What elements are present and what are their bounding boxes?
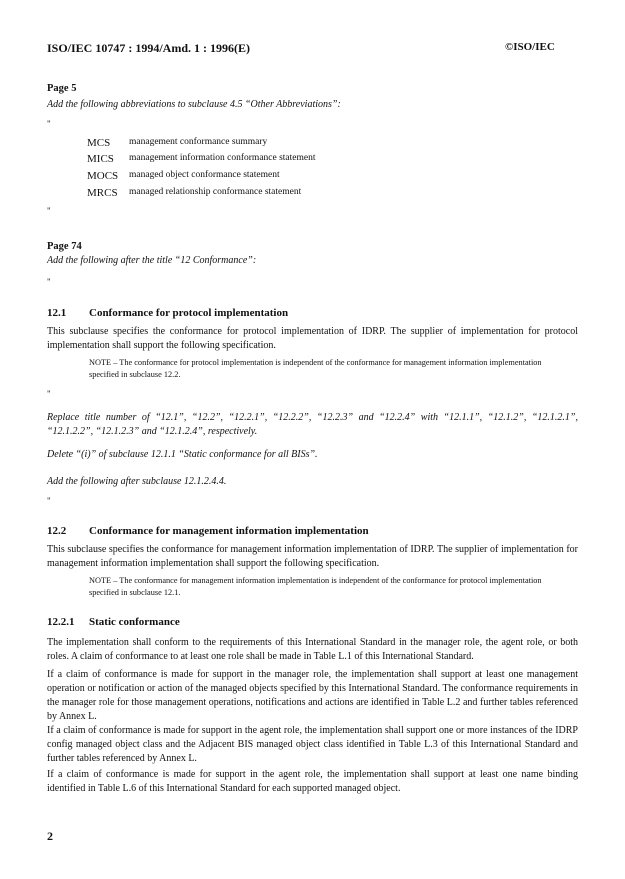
abbreviation: MICS xyxy=(87,153,114,165)
page74-label: Page 74 xyxy=(47,241,82,252)
open-quote: " xyxy=(47,277,51,287)
section-12-2-note: NOTE – The conformance for management information implementation is independent of the conformance for protocol implementation specified in subclause 12.1. xyxy=(89,576,542,597)
open-quote: " xyxy=(47,119,51,129)
section-12-1-body: This subclause specifies the conformance for protocol implementation of IDRP. The supplier of implementation for protocol implementation shall support the following specification. xyxy=(47,326,578,351)
paragraph: If a claim of conformance is made for support in the manager role, the implementation shall support at least one management operation or notification or action of the managed objects specified by this International Standard. The conformance requirements in the manager role for those management operations, notifications and actions are identified in Table L.2 and further tables referenced by Annex L. xyxy=(47,669,578,722)
open-quote: " xyxy=(47,496,51,506)
section-12-1-note: NOTE – The conformance for protocol implementation is independent of the conformance for management information implementation specified in subclause 12.2. xyxy=(89,358,542,379)
delete-instruction: Delete “(i)” of subclause 12.1.1 “Static conformance for all BISs”. xyxy=(47,449,318,460)
section-title: Conformance for management information implementation xyxy=(89,525,369,537)
document-header-left: ISO/IEC 10747 : 1994/Amd. 1 : 1996(E) xyxy=(47,41,251,55)
abbreviation-meaning: managed relationship conformance statement xyxy=(129,187,302,197)
close-quote: " xyxy=(47,206,51,216)
replace-instruction: Replace title number of “12.1”, “12.2”, “12.2.1”, “12.2.2”, “12.2.3” and “12.2.4” with “12.1.1”, “12.1.2”, “12.1.2.1”, “12.1.2.2”, “12.1.2.3” and “12.1.2.4”, respectively. xyxy=(47,412,578,437)
page74-instruction: Add the following after the title “12 Conformance”: xyxy=(47,255,257,266)
abbreviation: MCS xyxy=(87,137,111,149)
abbreviation-meaning: management conformance summary xyxy=(129,137,268,147)
section-title: Static conformance xyxy=(89,616,180,628)
page5-instruction: Add the following abbreviations to subclause 4.5 “Other Abbreviations”: xyxy=(47,99,341,110)
abbreviation-meaning: management information conformance statement xyxy=(129,153,316,163)
add-instruction: Add the following after subclause 12.1.2.4.4. xyxy=(47,476,227,487)
section-number: 12.2 xyxy=(47,525,67,537)
section-title: Conformance for protocol implementation xyxy=(89,307,289,319)
abbreviation-row xyxy=(87,170,280,182)
document-header-right: ©ISO/IEC xyxy=(505,41,555,53)
abbreviation: MRCS xyxy=(87,187,118,199)
page5-label: Page 5 xyxy=(47,83,77,94)
section-number: 12.2.1 xyxy=(47,616,75,628)
abbreviation: MOCS xyxy=(87,170,119,182)
abbreviation-row xyxy=(87,153,316,165)
page-number: 2 xyxy=(47,829,53,843)
close-quote: " xyxy=(47,389,51,399)
abbreviation-meaning: managed object conformance statement xyxy=(129,170,280,180)
section-number: 12.1 xyxy=(47,307,67,319)
section-12-2-body: This subclause specifies the conformance for management information implementation of IDRP. The supplier of implementation for management information implementation shall support the following specification. xyxy=(47,544,578,569)
abbreviation-row xyxy=(87,137,267,149)
paragraph: If a claim of conformance is made for support in the agent role, the implementation shall support at least one name binding identified in Table L.6 of this International Standard for each supported managed object. xyxy=(47,769,578,794)
paragraph: The implementation shall conform to the requirements of this International Standard in the manager role, the agent role, or both roles. A claim of conformance to at least one role shall be made in Table L.1 of this International Standard. xyxy=(47,637,578,662)
paragraph: If a claim of conformance is made for support in the agent role, the implementation shall support one or more instances of the IDRP config managed object class and the Adjacent BIS managed object class identified in Table L.3 of this International Standard and further tables referenced by Annex L. xyxy=(47,725,578,764)
abbreviation-row xyxy=(87,187,301,199)
